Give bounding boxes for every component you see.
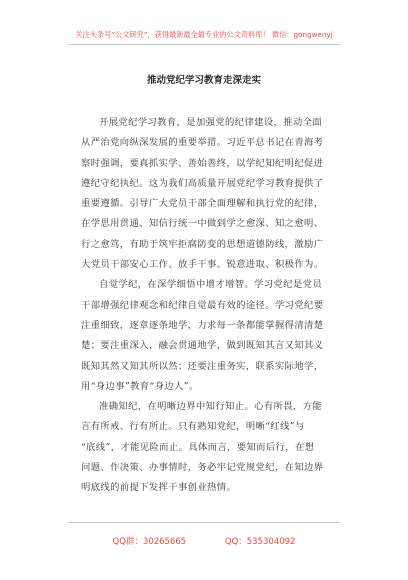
text-line: 用“身边事”教育“身边人”。 [81, 380, 199, 392]
footer-contact [0, 535, 408, 547]
text-line: 察时强调，要真抓实学、善始善终，以学纪知纪明纪促进 [81, 157, 324, 169]
text-line: 大党员干部安心工作、放手干事、锐意进取、积极作为。 [81, 259, 324, 271]
document-title: 推动党纪学习教育走深走实 [146, 75, 261, 86]
footer-divider [68, 522, 340, 523]
qq-number-text: QQ：535304092 [224, 537, 296, 547]
text-line: 自觉学纪，在深学细悟中增才增智。学习党纪是党员 [99, 279, 323, 291]
text-line: 楚；要注重深入，融会贯通地学，做到既知其言又知其义 [81, 340, 324, 352]
text-line: 开展党纪学习教育，是加强党的纪律建设，推动全面 [99, 117, 323, 128]
text-line: 遵纪守纪执纪。这为我们高质量开展党纪学习教育提供了 [81, 177, 324, 189]
document-body [81, 113, 341, 499]
text-line: 准确知纪，在明晰边界中知行知止。心有所畏，方能 [99, 401, 323, 413]
text-line: 重要遵循。引导广大党员干部全面理解和执行党的纪律， [81, 198, 324, 210]
qq-group-text: QQ群：30265665 [112, 537, 187, 547]
text-line: 问题、作决策、办事情时，务必牢记党规党纪，在知边界 [81, 462, 324, 474]
text-line: 行之愈笃，有助于筑牢拒腐防变的思想道德防线，激励广 [81, 238, 324, 250]
text-line: 注重细致，逐章逐条地学，力求每一条都能掌握得清清楚 [81, 319, 324, 331]
text-line: 在学思用贯通、知信行统一中做到学之愈深、知之愈明、 [81, 218, 324, 230]
text-line: 干部增强纪律观念和纪律自觉最有效的途径。学习党纪要 [81, 299, 324, 311]
header-note: 关注头条号“公文研究”，获得最新最全最专业的公文资料库！ 微信：gongwenyj [75, 30, 333, 39]
paragraph-3 [81, 397, 341, 498]
text-line: 明底线的前提下发挥干事创业热情。 [81, 482, 237, 494]
header-divider [68, 44, 340, 45]
text-line: 从严治党向纵深发展的重要举措。习近平总书记在青海考 [81, 137, 324, 149]
text-line: “底线”，才能见险而止。具体而言，要知而后行，在想 [81, 441, 315, 453]
paragraph-1 [81, 113, 341, 275]
text-line: 言有所戒、行有所止。只有熟知党纪，明晰“红线”与 [81, 421, 305, 433]
paragraph-2 [81, 275, 341, 397]
text-line: 既知其然又知其所以然；还要注重务实，联系实际地学， [81, 360, 324, 372]
